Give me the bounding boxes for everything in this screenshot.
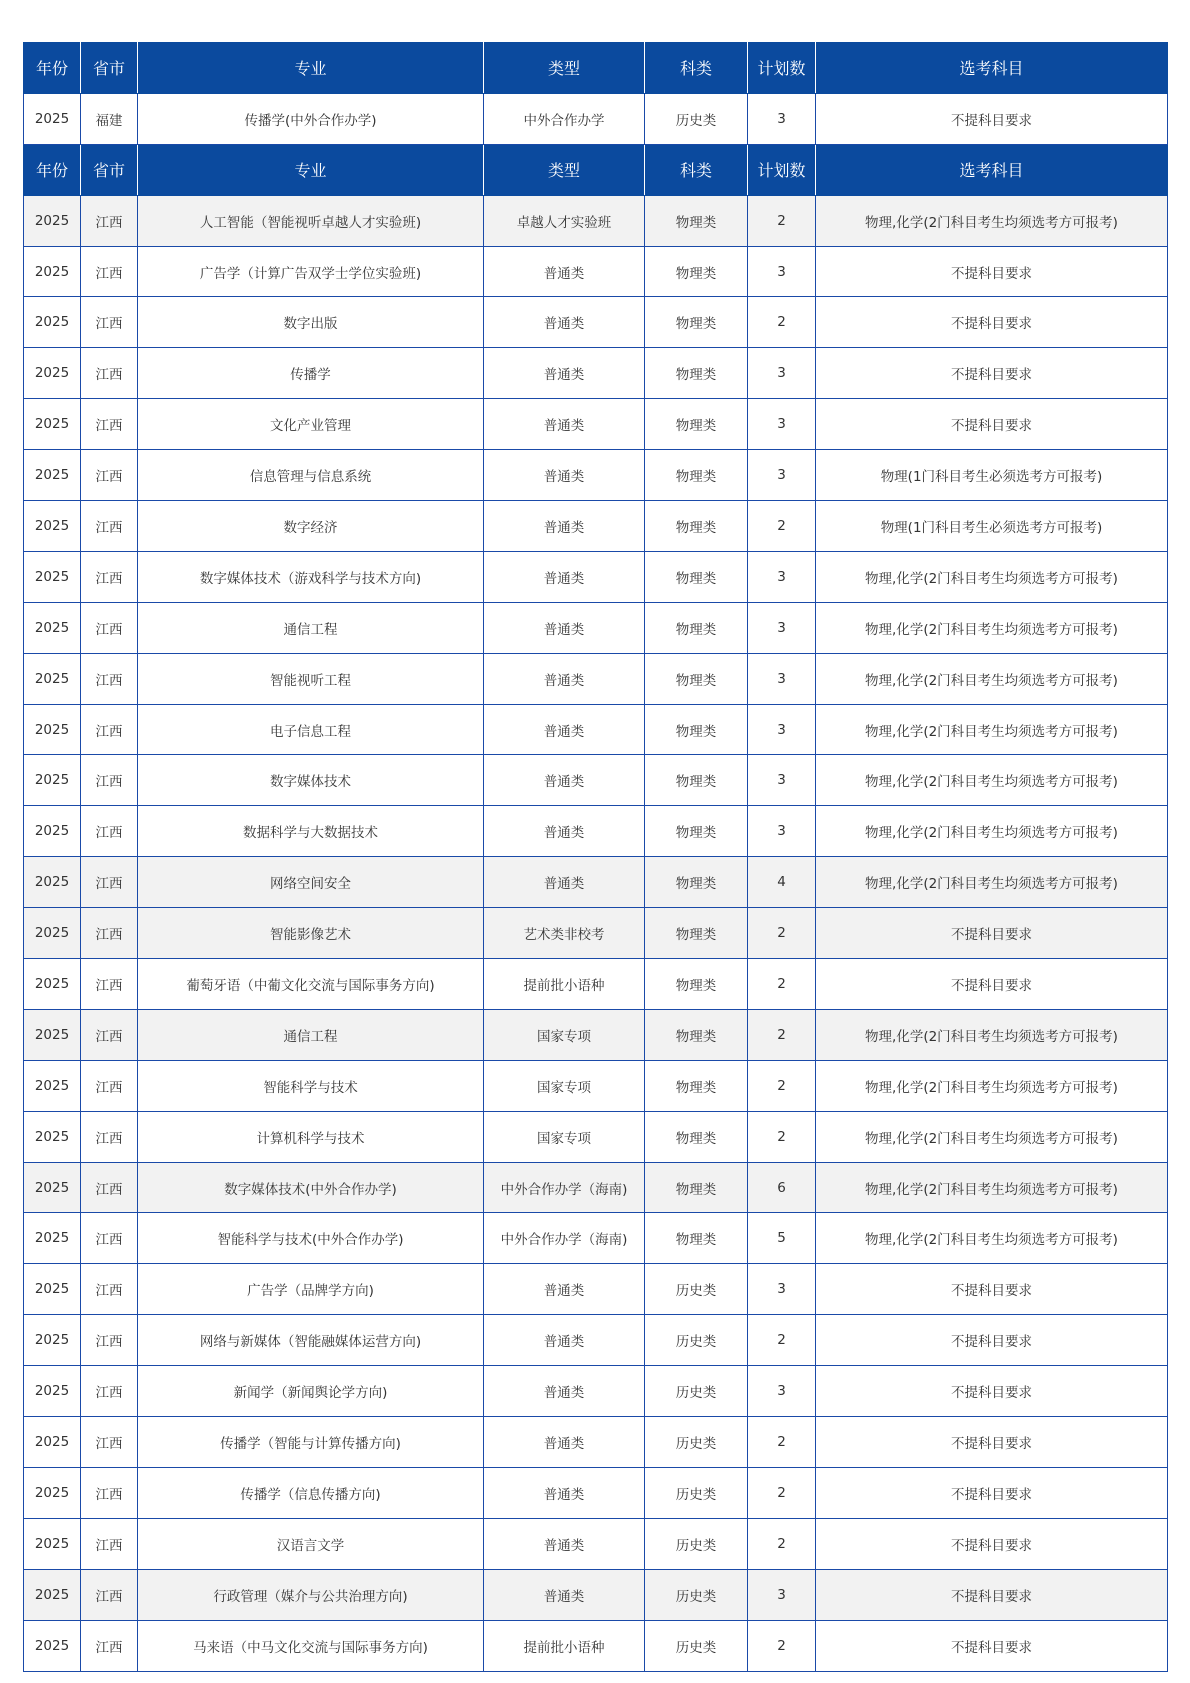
header-province: 省市 <box>81 144 138 195</box>
cell-subjects: 不提科目要求 <box>816 1569 1168 1620</box>
table-row <box>24 93 1168 144</box>
cell-province: 江西 <box>81 1009 138 1060</box>
cell-major: 汉语言文学 <box>138 1518 484 1569</box>
cell-subjects: 物理,化学(2门科目考生均须选考方可报考) <box>816 602 1168 653</box>
table-row <box>24 959 1168 1010</box>
cell-category: 物理类 <box>645 857 748 908</box>
cell-major: 数据科学与大数据技术 <box>138 806 484 857</box>
cell-major: 新闻学（新闻舆论学方向) <box>138 1366 484 1417</box>
cell-category: 物理类 <box>645 653 748 704</box>
admission-plan-table <box>23 42 1168 1672</box>
table-row <box>24 1264 1168 1315</box>
cell-plan: 2 <box>748 1620 816 1671</box>
cell-year: 2025 <box>24 1417 81 1468</box>
cell-year: 2025 <box>24 501 81 552</box>
cell-plan: 3 <box>748 93 816 144</box>
table-row <box>24 1162 1168 1213</box>
table-row <box>24 1417 1168 1468</box>
cell-plan: 2 <box>748 1518 816 1569</box>
cell-year: 2025 <box>24 348 81 399</box>
cell-province: 江西 <box>81 653 138 704</box>
table-row <box>24 195 1168 246</box>
cell-category: 物理类 <box>645 959 748 1010</box>
header-subjects: 选考科目 <box>816 43 1168 94</box>
cell-province: 江西 <box>81 1162 138 1213</box>
cell-subjects: 不提科目要求 <box>816 93 1168 144</box>
cell-subjects: 物理,化学(2门科目考生均须选考方可报考) <box>816 1162 1168 1213</box>
cell-plan: 4 <box>748 857 816 908</box>
cell-major: 数字经济 <box>138 501 484 552</box>
cell-type: 普通类 <box>484 653 645 704</box>
cell-province: 江西 <box>81 806 138 857</box>
table-row <box>24 551 1168 602</box>
admission-plan-table-wrapper <box>23 42 1167 1672</box>
cell-province: 江西 <box>81 755 138 806</box>
table-row <box>24 1569 1168 1620</box>
table-row <box>24 450 1168 501</box>
cell-major: 智能视听工程 <box>138 653 484 704</box>
table-row <box>24 704 1168 755</box>
cell-major: 智能影像艺术 <box>138 908 484 959</box>
header-year: 年份 <box>24 43 81 94</box>
header-plan: 计划数 <box>748 144 816 195</box>
cell-category: 物理类 <box>645 602 748 653</box>
cell-year: 2025 <box>24 806 81 857</box>
cell-major: 传播学 <box>138 348 484 399</box>
cell-year: 2025 <box>24 908 81 959</box>
cell-type: 普通类 <box>484 399 645 450</box>
cell-plan: 2 <box>748 1315 816 1366</box>
cell-major: 网络空间安全 <box>138 857 484 908</box>
cell-province: 江西 <box>81 501 138 552</box>
table-row <box>24 501 1168 552</box>
cell-year: 2025 <box>24 297 81 348</box>
cell-subjects: 物理,化学(2门科目考生均须选考方可报考) <box>816 195 1168 246</box>
cell-plan: 2 <box>748 1417 816 1468</box>
table-row <box>24 1467 1168 1518</box>
cell-subjects: 不提科目要求 <box>816 246 1168 297</box>
cell-type: 国家专项 <box>484 1009 645 1060</box>
table-row <box>24 653 1168 704</box>
cell-year: 2025 <box>24 1467 81 1518</box>
cell-year: 2025 <box>24 857 81 908</box>
cell-category: 历史类 <box>645 1467 748 1518</box>
cell-year: 2025 <box>24 195 81 246</box>
cell-province: 江西 <box>81 857 138 908</box>
table-row <box>24 1620 1168 1671</box>
table-header-row <box>24 144 1168 195</box>
cell-major: 信息管理与信息系统 <box>138 450 484 501</box>
cell-province: 江西 <box>81 195 138 246</box>
table-row <box>24 806 1168 857</box>
cell-subjects: 物理,化学(2门科目考生均须选考方可报考) <box>816 653 1168 704</box>
cell-province: 江西 <box>81 450 138 501</box>
cell-category: 物理类 <box>645 399 748 450</box>
cell-category: 物理类 <box>645 1162 748 1213</box>
header-year: 年份 <box>24 144 81 195</box>
cell-category: 历史类 <box>645 1366 748 1417</box>
table-row <box>24 1366 1168 1417</box>
cell-subjects: 不提科目要求 <box>816 908 1168 959</box>
cell-major: 广告学（品牌学方向) <box>138 1264 484 1315</box>
cell-province: 福建 <box>81 93 138 144</box>
cell-type: 普通类 <box>484 246 645 297</box>
cell-category: 历史类 <box>645 1569 748 1620</box>
cell-type: 普通类 <box>484 1467 645 1518</box>
cell-category: 历史类 <box>645 1417 748 1468</box>
cell-plan: 3 <box>748 450 816 501</box>
cell-subjects: 不提科目要求 <box>816 959 1168 1010</box>
cell-major: 通信工程 <box>138 1009 484 1060</box>
cell-major: 数字出版 <box>138 297 484 348</box>
table-row <box>24 755 1168 806</box>
cell-plan: 2 <box>748 1060 816 1111</box>
cell-subjects: 不提科目要求 <box>816 348 1168 399</box>
table-row <box>24 857 1168 908</box>
cell-major: 传播学(中外合作办学) <box>138 93 484 144</box>
cell-category: 物理类 <box>645 297 748 348</box>
cell-plan: 3 <box>748 399 816 450</box>
cell-major: 网络与新媒体（智能融媒体运营方向) <box>138 1315 484 1366</box>
cell-type: 提前批小语种 <box>484 959 645 1010</box>
cell-category: 物理类 <box>645 246 748 297</box>
cell-year: 2025 <box>24 551 81 602</box>
cell-subjects: 物理,化学(2门科目考生均须选考方可报考) <box>816 1213 1168 1264</box>
cell-major: 葡萄牙语（中葡文化交流与国际事务方向) <box>138 959 484 1010</box>
cell-type: 普通类 <box>484 551 645 602</box>
cell-type: 普通类 <box>484 602 645 653</box>
cell-year: 2025 <box>24 399 81 450</box>
cell-year: 2025 <box>24 1366 81 1417</box>
header-major: 专业 <box>138 43 484 94</box>
cell-plan: 3 <box>748 551 816 602</box>
cell-category: 物理类 <box>645 348 748 399</box>
header-category: 科类 <box>645 144 748 195</box>
cell-subjects: 不提科目要求 <box>816 1518 1168 1569</box>
cell-subjects: 物理,化学(2门科目考生均须选考方可报考) <box>816 1009 1168 1060</box>
cell-plan: 3 <box>748 1366 816 1417</box>
cell-subjects: 不提科目要求 <box>816 1467 1168 1518</box>
cell-province: 江西 <box>81 1264 138 1315</box>
cell-major: 数字媒体技术 <box>138 755 484 806</box>
table-row <box>24 399 1168 450</box>
cell-type: 普通类 <box>484 704 645 755</box>
cell-category: 历史类 <box>645 1264 748 1315</box>
table-row <box>24 1518 1168 1569</box>
cell-year: 2025 <box>24 653 81 704</box>
table-row <box>24 1060 1168 1111</box>
cell-plan: 3 <box>748 704 816 755</box>
cell-type: 普通类 <box>484 1569 645 1620</box>
cell-category: 历史类 <box>645 1620 748 1671</box>
cell-plan: 2 <box>748 195 816 246</box>
cell-type: 艺术类非校考 <box>484 908 645 959</box>
cell-province: 江西 <box>81 1518 138 1569</box>
cell-major: 传播学（智能与计算传播方向) <box>138 1417 484 1468</box>
header-plan: 计划数 <box>748 43 816 94</box>
cell-province: 江西 <box>81 1213 138 1264</box>
cell-major: 通信工程 <box>138 602 484 653</box>
cell-major: 智能科学与技术 <box>138 1060 484 1111</box>
cell-plan: 2 <box>748 1467 816 1518</box>
cell-plan: 3 <box>748 806 816 857</box>
cell-plan: 2 <box>748 908 816 959</box>
cell-year: 2025 <box>24 1315 81 1366</box>
cell-year: 2025 <box>24 1009 81 1060</box>
cell-type: 提前批小语种 <box>484 1620 645 1671</box>
header-type: 类型 <box>484 43 645 94</box>
cell-subjects: 物理,化学(2门科目考生均须选考方可报考) <box>816 806 1168 857</box>
cell-province: 江西 <box>81 348 138 399</box>
cell-category: 物理类 <box>645 806 748 857</box>
cell-category: 历史类 <box>645 1315 748 1366</box>
table-row <box>24 348 1168 399</box>
cell-subjects: 不提科目要求 <box>816 1315 1168 1366</box>
cell-province: 江西 <box>81 1366 138 1417</box>
cell-year: 2025 <box>24 1518 81 1569</box>
cell-province: 江西 <box>81 602 138 653</box>
header-province: 省市 <box>81 43 138 94</box>
cell-subjects: 物理(1门科目考生必须选考方可报考) <box>816 450 1168 501</box>
cell-type: 中外合作办学 <box>484 93 645 144</box>
cell-category: 物理类 <box>645 1111 748 1162</box>
cell-province: 江西 <box>81 1620 138 1671</box>
cell-major: 数字媒体技术(中外合作办学) <box>138 1162 484 1213</box>
cell-province: 江西 <box>81 297 138 348</box>
cell-type: 普通类 <box>484 1264 645 1315</box>
header-subjects: 选考科目 <box>816 144 1168 195</box>
cell-subjects: 物理,化学(2门科目考生均须选考方可报考) <box>816 755 1168 806</box>
cell-type: 普通类 <box>484 450 645 501</box>
cell-province: 江西 <box>81 1111 138 1162</box>
cell-category: 物理类 <box>645 501 748 552</box>
cell-category: 物理类 <box>645 195 748 246</box>
header-major: 专业 <box>138 144 484 195</box>
cell-province: 江西 <box>81 246 138 297</box>
cell-category: 物理类 <box>645 908 748 959</box>
cell-category: 物理类 <box>645 450 748 501</box>
table-row <box>24 908 1168 959</box>
cell-year: 2025 <box>24 704 81 755</box>
cell-province: 江西 <box>81 908 138 959</box>
cell-year: 2025 <box>24 1264 81 1315</box>
cell-province: 江西 <box>81 1060 138 1111</box>
cell-major: 传播学（信息传播方向) <box>138 1467 484 1518</box>
cell-plan: 3 <box>748 246 816 297</box>
cell-province: 江西 <box>81 551 138 602</box>
cell-plan: 3 <box>748 602 816 653</box>
header-type: 类型 <box>484 144 645 195</box>
cell-major: 计算机科学与技术 <box>138 1111 484 1162</box>
cell-province: 江西 <box>81 704 138 755</box>
cell-province: 江西 <box>81 1315 138 1366</box>
cell-major: 广告学（计算广告双学士学位实验班) <box>138 246 484 297</box>
cell-year: 2025 <box>24 1162 81 1213</box>
cell-major: 数字媒体技术（游戏科学与技术方向) <box>138 551 484 602</box>
cell-plan: 3 <box>748 1569 816 1620</box>
table-row <box>24 1009 1168 1060</box>
cell-year: 2025 <box>24 1111 81 1162</box>
table-row <box>24 1315 1168 1366</box>
cell-category: 物理类 <box>645 1213 748 1264</box>
cell-subjects: 物理,化学(2门科目考生均须选考方可报考) <box>816 704 1168 755</box>
cell-subjects: 物理,化学(2门科目考生均须选考方可报考) <box>816 1111 1168 1162</box>
cell-major: 行政管理（媒介与公共治理方向) <box>138 1569 484 1620</box>
cell-subjects: 不提科目要求 <box>816 1620 1168 1671</box>
cell-major: 文化产业管理 <box>138 399 484 450</box>
cell-plan: 2 <box>748 1111 816 1162</box>
cell-province: 江西 <box>81 399 138 450</box>
cell-subjects: 不提科目要求 <box>816 1417 1168 1468</box>
cell-category: 物理类 <box>645 755 748 806</box>
cell-type: 普通类 <box>484 1518 645 1569</box>
cell-year: 2025 <box>24 755 81 806</box>
cell-plan: 3 <box>748 653 816 704</box>
cell-year: 2025 <box>24 450 81 501</box>
cell-subjects: 不提科目要求 <box>816 1264 1168 1315</box>
cell-year: 2025 <box>24 1569 81 1620</box>
cell-province: 江西 <box>81 1467 138 1518</box>
cell-major: 马来语（中马文化交流与国际事务方向) <box>138 1620 484 1671</box>
cell-major: 电子信息工程 <box>138 704 484 755</box>
cell-plan: 2 <box>748 959 816 1010</box>
table-row <box>24 1213 1168 1264</box>
cell-type: 普通类 <box>484 297 645 348</box>
cell-type: 国家专项 <box>484 1111 645 1162</box>
cell-category: 历史类 <box>645 93 748 144</box>
cell-type: 中外合作办学（海南) <box>484 1162 645 1213</box>
cell-category: 历史类 <box>645 1518 748 1569</box>
cell-subjects: 不提科目要求 <box>816 1366 1168 1417</box>
cell-subjects: 物理,化学(2门科目考生均须选考方可报考) <box>816 1060 1168 1111</box>
cell-type: 普通类 <box>484 806 645 857</box>
cell-province: 江西 <box>81 1417 138 1468</box>
cell-plan: 2 <box>748 297 816 348</box>
cell-category: 物理类 <box>645 1009 748 1060</box>
cell-plan: 2 <box>748 501 816 552</box>
cell-year: 2025 <box>24 246 81 297</box>
cell-year: 2025 <box>24 1060 81 1111</box>
cell-subjects: 不提科目要求 <box>816 297 1168 348</box>
cell-plan: 6 <box>748 1162 816 1213</box>
header-category: 科类 <box>645 43 748 94</box>
cell-major: 智能科学与技术(中外合作办学) <box>138 1213 484 1264</box>
cell-plan: 3 <box>748 1264 816 1315</box>
table-row <box>24 1111 1168 1162</box>
cell-category: 物理类 <box>645 704 748 755</box>
cell-year: 2025 <box>24 1213 81 1264</box>
cell-year: 2025 <box>24 93 81 144</box>
cell-year: 2025 <box>24 602 81 653</box>
cell-subjects: 物理(1门科目考生必须选考方可报考) <box>816 501 1168 552</box>
cell-category: 物理类 <box>645 551 748 602</box>
table-row <box>24 297 1168 348</box>
table-row <box>24 602 1168 653</box>
cell-type: 国家专项 <box>484 1060 645 1111</box>
cell-province: 江西 <box>81 959 138 1010</box>
cell-plan: 5 <box>748 1213 816 1264</box>
cell-type: 普通类 <box>484 1417 645 1468</box>
cell-major: 人工智能（智能视听卓越人才实验班) <box>138 195 484 246</box>
cell-type: 中外合作办学（海南) <box>484 1213 645 1264</box>
cell-type: 普通类 <box>484 1315 645 1366</box>
cell-category: 物理类 <box>645 1060 748 1111</box>
cell-plan: 3 <box>748 755 816 806</box>
cell-province: 江西 <box>81 1569 138 1620</box>
table-row <box>24 246 1168 297</box>
cell-plan: 2 <box>748 1009 816 1060</box>
cell-year: 2025 <box>24 1620 81 1671</box>
cell-subjects: 不提科目要求 <box>816 399 1168 450</box>
cell-type: 普通类 <box>484 501 645 552</box>
cell-type: 普通类 <box>484 348 645 399</box>
table-body <box>24 43 1168 1672</box>
cell-type: 普通类 <box>484 857 645 908</box>
cell-year: 2025 <box>24 959 81 1010</box>
cell-subjects: 物理,化学(2门科目考生均须选考方可报考) <box>816 551 1168 602</box>
cell-type: 普通类 <box>484 1366 645 1417</box>
cell-subjects: 物理,化学(2门科目考生均须选考方可报考) <box>816 857 1168 908</box>
cell-plan: 3 <box>748 348 816 399</box>
cell-type: 普通类 <box>484 755 645 806</box>
table-header-row <box>24 43 1168 94</box>
cell-type: 卓越人才实验班 <box>484 195 645 246</box>
